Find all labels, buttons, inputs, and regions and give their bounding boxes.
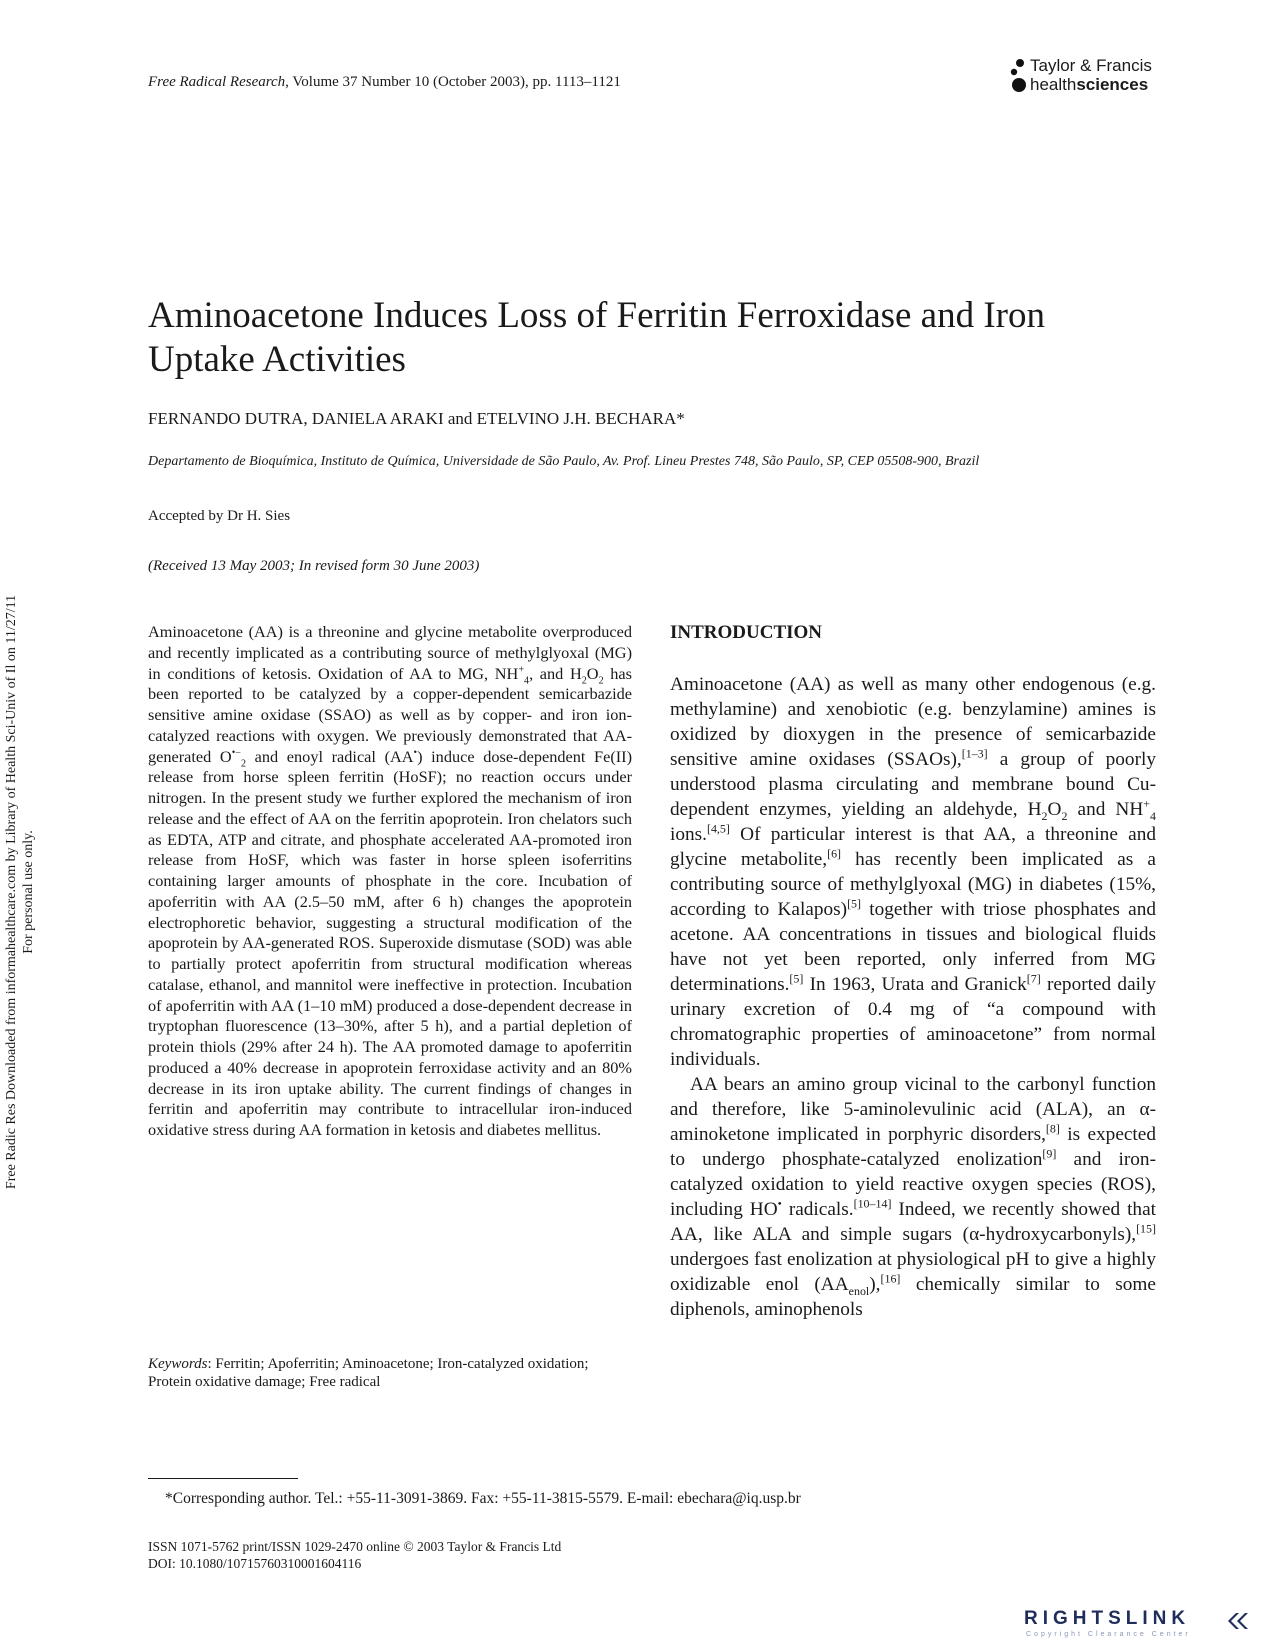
intro-p1-text-g: has recently been implicated as a contributing source of methylglyoxal (MG) in diabetes (15%, according to Kalapos) xyxy=(670,849,1156,920)
journal-name: Free Radical Research xyxy=(148,74,286,90)
intro-p2-text-c: and iron-catalyzed oxidation to yield reactive oxygen species (ROS), including HO xyxy=(670,1149,1156,1220)
citation-ref: [9] xyxy=(1042,1146,1057,1161)
intro-p1-text-j: reported daily urinary excretion of 0.4 mg of “a compound with chromatographic properties of aminoacetone” from normal individuals. xyxy=(670,974,1156,1070)
intro-p2-text-g: ), xyxy=(869,1274,881,1295)
intro-p1-text-a: Aminoacetone (AA) as well as many other endogenous (e.g. methylamine) and xenobiotic (e.g. benzylamine) amines is oxidized by dioxygen in the presence of semicarbazide sensitive amine oxidases (SSAOs), xyxy=(670,674,1156,770)
citation-ref: [6] xyxy=(827,846,842,861)
footnote-rule xyxy=(148,1478,298,1479)
keywords-label: Keywords xyxy=(148,1356,208,1372)
publisher-dots-icon xyxy=(1008,58,1026,94)
intro-p2-text-h: chemically similar to some diphenols, aminophenols xyxy=(670,1274,1156,1320)
publisher-imprint xyxy=(1030,75,1148,95)
citation-ref: [1–3] xyxy=(961,746,988,761)
intro-p2-sub-1: enol xyxy=(848,1283,870,1298)
doi-line: DOI: 10.1080/10715760310001604116 xyxy=(148,1556,362,1571)
abstract-sup-1: + xyxy=(518,664,525,676)
intro-p2-text-e: Indeed, we recently showed that AA, like ALA and simple sugars (α-hydroxycarbonyls), xyxy=(670,1199,1156,1245)
publisher-imprint-b: sciences xyxy=(1076,75,1149,94)
download-notice-line2: For personal use only. xyxy=(21,830,36,954)
intro-p1-text-d: and NH xyxy=(1067,799,1144,820)
publisher-imprint-a: health xyxy=(1030,75,1077,94)
download-notice-sidebar xyxy=(3,532,37,1252)
abstract-sub-1: 4 xyxy=(524,674,530,686)
citation-ref: [5] xyxy=(847,896,862,911)
rightslink-chevron-icon xyxy=(1224,1610,1250,1632)
rightslink-sub: Copyright Clearance Center xyxy=(1026,1631,1191,1638)
abstract-sup-4: •− xyxy=(231,747,241,759)
article-affiliation: Departamento de Bioquímica, Instituto de Química, Universidade de São Paulo, Av. Prof. Lineu Prestes 748, São Paulo, SP, CEP 05508-900, Brazil xyxy=(148,454,980,469)
abstract-text-3: O xyxy=(586,663,599,683)
abstract-sup-5: • xyxy=(413,747,418,759)
abstract-sub-2: 2 xyxy=(581,674,587,686)
intro-p1-sup-3: + xyxy=(1143,796,1151,811)
intro-p1-text-i: In 1963, Urata and Granick xyxy=(803,974,1027,995)
accepted-by: Accepted by Dr H. Sies xyxy=(148,508,291,524)
intro-p2-text-f: undergoes fast enolization at physiological pH to give a highly oxidizable enol (AA xyxy=(670,1249,1156,1295)
keywords-text: : Ferritin; Apoferritin; Aminoacetone; Iron-catalyzed oxidation; Protein oxidative damage; Free radical xyxy=(148,1356,589,1390)
rightslink-label: RIGHTSLINK xyxy=(1024,1608,1191,1629)
rightslink-logo xyxy=(1024,1608,1254,1642)
abstract-sub-4: 2 xyxy=(240,757,246,769)
citation-ref: [4,5] xyxy=(706,821,730,836)
abstract-text-5: and enoyl radical (AA xyxy=(245,746,414,766)
intro-p1-sub-2: 2 xyxy=(1061,808,1068,823)
citation-ref: [8] xyxy=(1045,1121,1060,1136)
article-title: Aminoacetone Induces Loss of Ferritin Ferroxidase and Iron Uptake Activities xyxy=(148,295,1045,380)
corresponding-author-footnote: *Corresponding author. Tel.: +55-11-3091-3869. Fax: +55-11-3815-5579. E-mail: ebechara@iq.usp.br xyxy=(165,1490,801,1507)
abstract-text-1: Aminoacetone (AA) is a threonine and glycine metabolite overproduced and recently implicated as a contributing source of methylglyoxal (MG) in conditions of ketosis. Oxidation of AA to MG, NH xyxy=(148,622,632,683)
abstract xyxy=(148,622,632,1141)
introduction-paragraph-1 xyxy=(670,672,1156,1072)
intro-p2-text-a: AA bears an amino group vicinal to the carbonyl function and therefore, like 5-aminolevulinic acid (ALA), an α-aminoketone implicated in porphyric disorders, xyxy=(670,1074,1156,1145)
citation-ref: [5] xyxy=(789,971,804,986)
journal-citation xyxy=(148,74,621,91)
citation-ref: [15] xyxy=(1136,1221,1156,1236)
keywords xyxy=(148,1355,632,1391)
intro-p1-sub-1: 2 xyxy=(1041,808,1048,823)
issn-line: ISSN 1071-5762 print/ISSN 1029-2470 online © 2003 Taylor & Francis Ltd xyxy=(148,1539,562,1554)
abstract-text-2: , and H xyxy=(529,663,582,683)
article-authors: FERNANDO DUTRA, DANIELA ARAKI and ETELVINO J.H. BECHARA* xyxy=(148,409,685,428)
journal-details: , Volume 37 Number 10 (October 2003), pp. 1113–1121 xyxy=(285,74,621,90)
abstract-sub-3: 2 xyxy=(598,674,604,686)
received-dates: (Received 13 May 2003; In revised form 30 June 2003) xyxy=(148,558,480,574)
introduction-paragraph-2 xyxy=(670,1072,1156,1322)
introduction-body xyxy=(670,672,1156,1322)
intro-p1-sub-3: 4 xyxy=(1150,808,1156,823)
intro-p1-text-c: O xyxy=(1047,799,1062,820)
publisher-logo xyxy=(1008,56,1158,96)
citation-ref: [16] xyxy=(880,1271,901,1286)
download-notice-line1: Free Radic Res Downloaded from informahealthcare.com by Library of Health Sci-Univ of Il on 11/27/11 xyxy=(4,594,19,1190)
citation-ref: [7] xyxy=(1026,971,1041,986)
publisher-name: Taylor & Francis xyxy=(1030,56,1152,75)
intro-p1-text-h: together with triose phosphates and acetone. AA concentrations in tissues and biological fluids have not yet been reported, only inferred from MG determinations. xyxy=(670,899,1156,995)
intro-p2-text-d: radicals. xyxy=(781,1199,854,1220)
abstract-text-6: ) induce dose-dependent Fe(II) release from horse spleen ferritin (HoSF); no reaction occurs under nitrogen. In the present study we further explored the mechanism of iron release and the effect of AA on the ferritin apoprotein. Iron chelators such as EDTA, ATP and citrate, and phosphate accelerated AA-promoted iron release from HoSF, which was faster in horse spleen isoferritins containing larger amounts of phosphate in the core. Incubation of apoferritin with AA (2.5–50 mM, after 6 h) changes the apoprotein electrophoretic behavior, suggesting a structural modification of the apoprotein by AA-generated ROS. Superoxide dismutase (SOD) was able to partially protect apoferritin from structural modification whereas catalase, ethanol, and mannitol were ineffective in protection. Incubation of apoferritin with AA (1–10 mM) produced a dose-dependent decrease in tryptophan fluorescence (13–30%, after 5 h), and a partial depletion of protein thiols (29% after 24 h). The AA promoted damage to apoferritin produced a 40% decrease in apoprotein ferroxidase activity and an 80% decrease in its iron uptake ability. The current findings of changes in ferritin and apoferritin may contribute to intracellular iron-induced oxidative stress during AA formation in ketosis and diabetes mellitus. xyxy=(148,746,633,1139)
intro-p1-text-e: ions. xyxy=(670,824,707,845)
intro-p1-text-f: Of particular interest is that AA, a threonine and glycine metabolite, xyxy=(670,824,1156,870)
intro-p1-text-b: a group of poorly understood plasma circulating and membrane bound Cu-dependent enzymes, yielding an aldehyde, H xyxy=(670,749,1156,820)
abstract-text-4: has been reported to be catalyzed by a copper-dependent semicarbazide sensitive amine oxidase (SSAO) as well as by copper- and iron ion-catalyzed reactions with oxygen. We previously demonstrated that AA-generated O xyxy=(148,663,632,766)
intro-p2-sup-1: • xyxy=(777,1196,782,1211)
intro-p2-text-b: is expected to undergo phosphate-catalyzed enolization xyxy=(670,1124,1156,1170)
citation-ref: [10–14] xyxy=(853,1196,892,1211)
issn-doi-block xyxy=(148,1538,561,1572)
introduction-heading: INTRODUCTION xyxy=(670,622,823,643)
